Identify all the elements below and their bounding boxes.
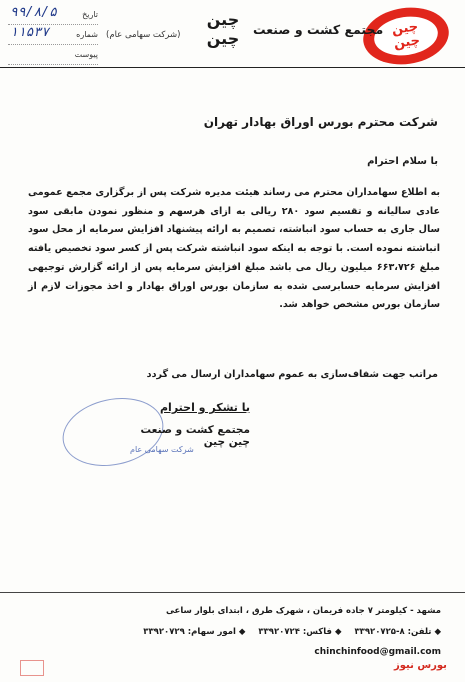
closing-line: مراتب جهت شفاف‌سازی به عموم سهامداران ارسال می گردد	[146, 369, 438, 380]
signature-block	[60, 395, 250, 475]
footer-address: مشهد - کیلومتر ۷ جاده فریمان ، شهرک طرق ، ابتدای بلوار ساعی	[165, 606, 441, 616]
meta-attachment-row	[8, 48, 98, 65]
letter-meta	[8, 5, 98, 68]
meta-date-label: تاریخ	[82, 10, 98, 19]
logo-text-top: چین	[390, 19, 420, 38]
watermark: بورس نیوز	[394, 660, 447, 671]
footer-shareholders: ◆ امور سهام: ۳۳۹۲۰۷۲۹	[143, 627, 246, 637]
meta-date-row	[8, 5, 98, 25]
brand-word-bottom: چین	[206, 29, 240, 48]
meta-number-row	[8, 25, 98, 45]
header-divider	[0, 67, 465, 68]
logo-text-bottom: چین	[392, 33, 422, 52]
meta-number-label: شماره	[76, 30, 98, 39]
footer-contacts	[133, 627, 441, 637]
stamp-text: شرکت سهامی عام	[130, 445, 194, 454]
meta-date-value: ۹۹/۸/۵	[10, 5, 57, 20]
signature-company: مجتمع کشت و صنعت چین چین	[140, 424, 250, 448]
footer-email: chinchinfood@gmail.com	[314, 647, 441, 657]
recipient: شرکت محترم بورس اوراق بهادار تهران	[203, 115, 438, 129]
company-type: (شرکت سهامی عام)	[106, 30, 181, 40]
letter-body: به اطلاع سهامداران محترم می رساند هیئت مدیره شرکت پس از برگزاری مجمع عمومی عادی سالیانه و تقسیم سود ۲۸۰ ریالی به ازای هرسهم و منظور نمودن مابقی سود سال جاری به حساب سود انباشته، تصمیم به ارائه پیشنهاد افزایش سرمایه از محل سود انباشته نموده است. با توجه به اینکه سود انباشته شرکت پس از کسر سود تخصیص یافته مبلغ ۶۶۳،۷۲۶ میلیون ریال می باشد مبلغ افزایش سرمایه پس از ارائه گزارش توجیهی افزایش سرمایه حسابرسی شده به سازمان بورس اوراق بهادار و اخذ مجوزات لازم از سازمان بورس مشخص خواهد شد.	[28, 187, 440, 311]
meta-number-value: ۱۱۵۳۷	[10, 25, 50, 40]
footer-phone: ◆ تلفن: ۸-۳۳۹۲۰۷۲۵	[354, 627, 441, 637]
footer-divider	[0, 592, 465, 593]
signature-respect: با تشکر و احترام	[159, 401, 250, 414]
footer-fax: ◆ فاکس: ۳۳۹۲۰۷۲۴	[258, 627, 342, 637]
company-name: مجتمع کشت و صنعت	[253, 22, 384, 37]
brand-word-top: چین	[206, 10, 240, 29]
greeting: با سلام احترام	[367, 156, 438, 167]
meta-attachment-label: پیوست	[74, 50, 98, 59]
corner-stamp-mark	[20, 660, 44, 676]
brand-wordmark	[196, 10, 250, 48]
